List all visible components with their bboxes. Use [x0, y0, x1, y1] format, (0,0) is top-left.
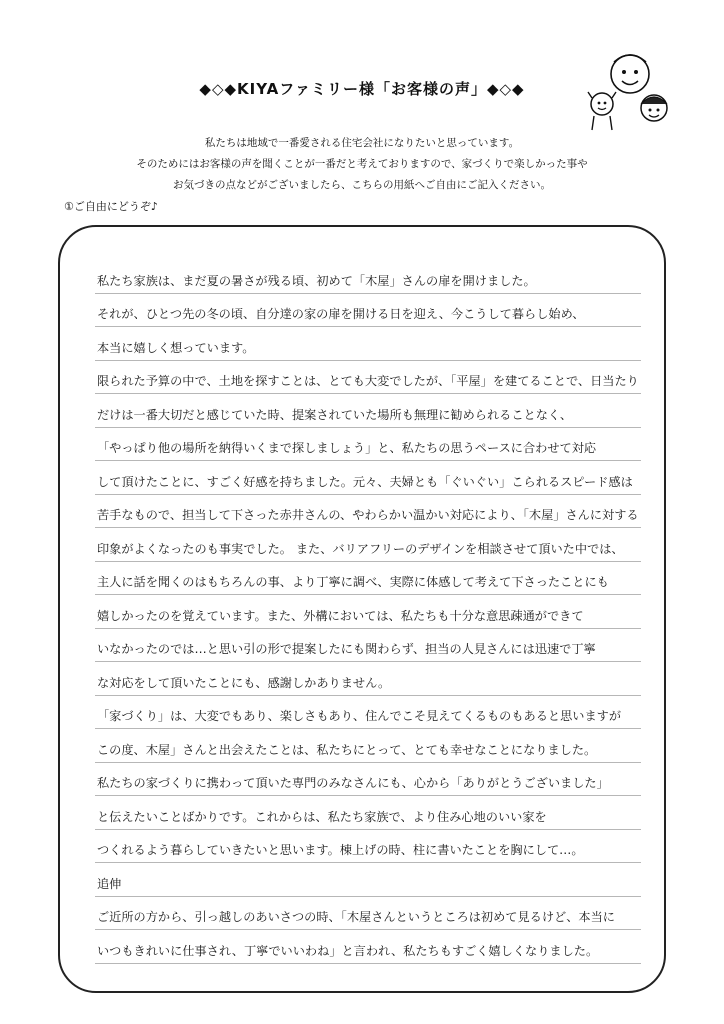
ruled-line [95, 260, 641, 294]
ruled-line [95, 796, 641, 830]
ruled-line [95, 528, 641, 562]
ruled-line [95, 294, 641, 328]
handwritten-line: 苦手なもので、担当して下さった赤井さんの、やわらかい温かい対応により、「木屋」さんに対する [97, 508, 639, 522]
handwritten-line: 本当に嬉しく想っています。 [97, 340, 255, 355]
ruled-line [95, 495, 641, 529]
handwritten-line: 「やっぱり他の場所を納得いくまで探しましょう」と、私たちの思うペースに合わせて対応 [97, 441, 597, 455]
intro-line: お気づきの点などがございましたら、こちらの用紙へご自由にご記入ください。 [173, 179, 551, 191]
handwritten-line: 私たち家族は、まだ夏の暑さが残る頃、初めて「木屋」さんの扉を開けました。 [97, 273, 536, 288]
ruled-line [95, 763, 641, 797]
ruled-line [95, 394, 641, 428]
ruled-line [95, 897, 641, 931]
ruled-line [95, 930, 641, 964]
intro-line: 私たちは地域で一番愛される住宅会社になりたいと思っています。 [204, 137, 520, 149]
intro-line: そのためにはお客様の声を聞くことが一番だと考えておりますので、家づくりで楽しかった事や [136, 158, 588, 170]
ruled-line [95, 595, 641, 629]
handwritten-line: それが、ひとつ先の冬の頃、自分達の家の扉を開ける日を迎え、今こうして暮らし始め、 [97, 307, 585, 321]
handwritten-line: 限られた予算の中で、土地を探すことは、とても大変でしたが、「平屋」を建てることで、日当たり [97, 374, 639, 388]
handwritten-line: して頂けたことに、すごく好感を持ちました。元々、夫婦とも「ぐいぐい」こられるスピード感は [97, 474, 633, 489]
ruled-line [95, 562, 641, 596]
handwritten-line: 私たちの家づくりに携わって頂いた専門のみなさんにも、心から「ありがとうございました」 [97, 776, 609, 790]
ruled-line [95, 629, 641, 663]
handwritten-line: いなかったのでは…と思い引の形で提案したにも関わらず、担当の人見さんには迅速で丁寧 [97, 642, 596, 656]
handwritten-line: 印象がよくなったのも事実でした。 また、バリアフリーのデザインを相談させて頂いた中では、 [97, 541, 624, 556]
ruled-line [95, 428, 641, 462]
ruled-line [95, 830, 641, 864]
ruled-line [95, 461, 641, 495]
handwritten-line: と伝えたいことばかりです。これからは、私たち家族で、より住み心地のいい家を [97, 809, 547, 824]
handwritten-line: な対応をして頂いたことにも、感謝しかありません。 [97, 675, 391, 690]
prompt-label: ①ご自由にどうぞ♪ [64, 200, 158, 213]
intro-text [60, 133, 664, 196]
handwritten-line: 嬉しかったのを覚えています。また、外構においては、私たちも十分な意思疎通ができて [97, 608, 584, 623]
handwritten-comment [95, 260, 641, 964]
ruled-line [95, 863, 641, 897]
handwritten-line: ご近所の方から、引っ越しのあいさつの時、「木屋さんというところは初めて見るけど、本当に [97, 910, 615, 924]
ruled-line [95, 662, 641, 696]
handwritten-line: だけは一番大切だと感じていた時、提案されていた場所も無理に勧められることなく、 [97, 407, 573, 422]
ruled-line [95, 729, 641, 763]
handwritten-line: つくれるよう暮らしていきたいと思います。棟上げの時、柱に書いたことを胸にして…。 [97, 843, 584, 857]
handwritten-line: いつもきれいに仕事され、丁寧でいいわね」と言われ、私たちもすごく嬉しくなりました。 [97, 943, 599, 958]
handwritten-line: 追伸 [97, 876, 122, 891]
page-title: ◆◇◆KIYAファミリー様「お客様の声」◆◇◆ [199, 80, 525, 98]
handwritten-line: 主人に話を聞くのはもちろんの事、より丁寧に調べ、実際に体感して考えて下さったことにも [97, 575, 609, 589]
handwritten-line: 「家づくり」は、大変でもあり、楽しさもあり、住んでこそ見えてくるものもあると思いますが [97, 709, 622, 723]
handwritten-line: この度、木屋」さんと出会えたことは、私たちにとって、とても幸せなことになりました。 [97, 742, 597, 757]
ruled-line [95, 361, 641, 395]
ruled-line [95, 327, 641, 361]
family-illustration [584, 46, 676, 132]
ruled-line [95, 696, 641, 730]
